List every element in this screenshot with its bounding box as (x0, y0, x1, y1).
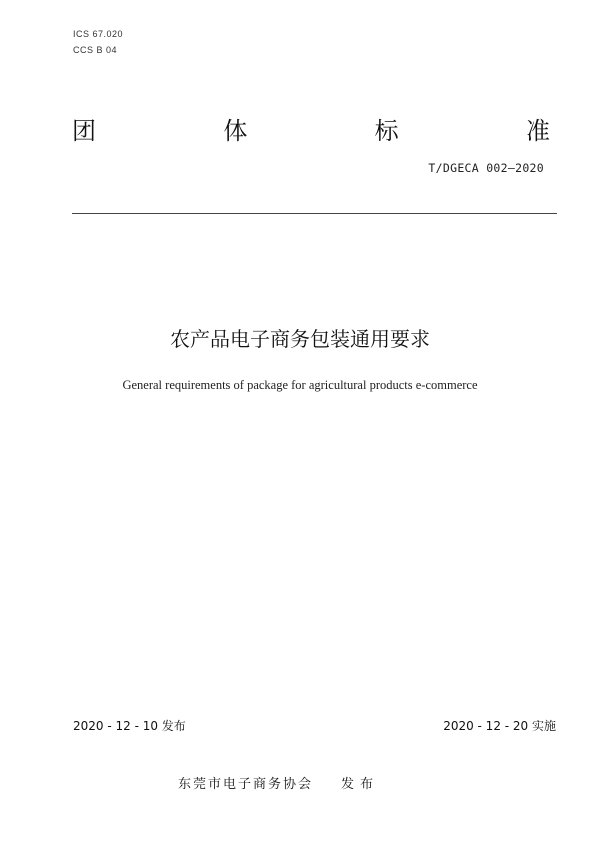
document-type-heading (72, 117, 550, 145)
ics-code: ICS 67.020 (73, 29, 124, 39)
document-title-english: General requirements of package for agricultural products e-commerce (122, 378, 478, 392)
issuer-line (178, 773, 379, 792)
standard-number: T/DGECA 002—2020 (428, 161, 544, 175)
doc-type-char: 团 (72, 117, 96, 145)
issuer-verb: 发布 (341, 777, 380, 792)
header-divider (72, 213, 557, 214)
publish-date: 2020 - 12 - 10 发布 (73, 719, 186, 733)
ccs-code: CCS B 04 (73, 45, 118, 55)
document-title-chinese: 农产品电子商务包装通用要求 (170, 327, 430, 351)
doc-type-char: 准 (525, 117, 550, 145)
issuer-name: 东莞市电子商务协会 (178, 777, 314, 792)
doc-type-char: 体 (223, 117, 248, 145)
doc-type-char: 标 (374, 117, 399, 145)
implementation-date: 2020 - 12 - 20 实施 (443, 719, 556, 733)
